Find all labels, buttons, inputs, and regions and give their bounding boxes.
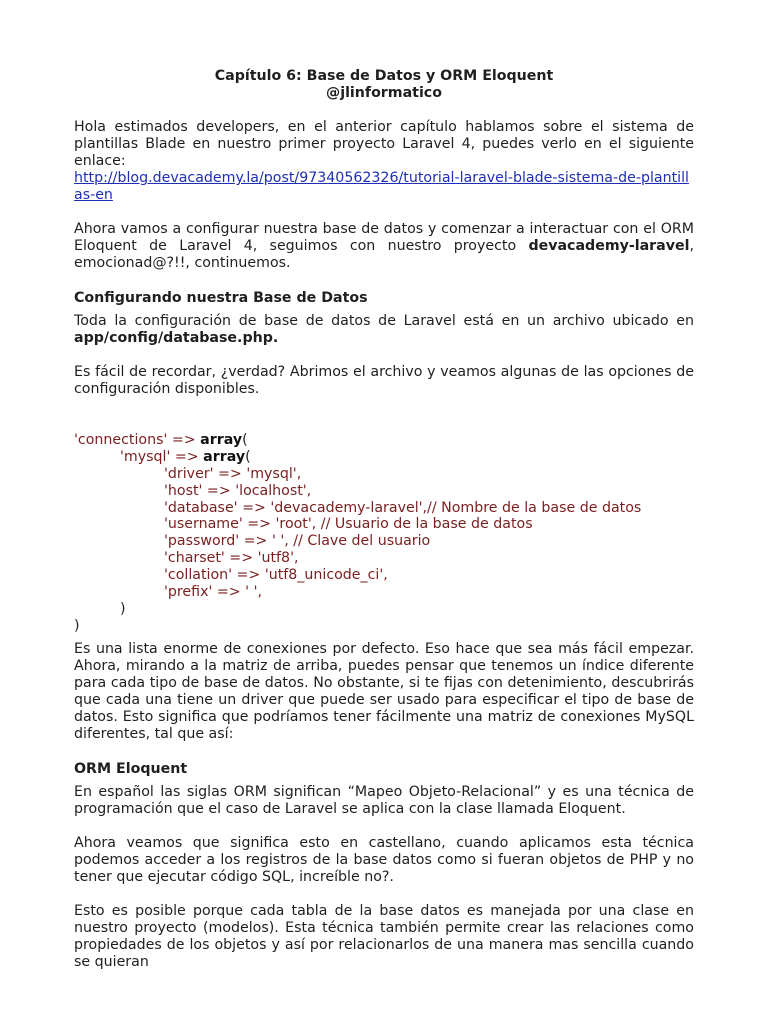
code-line-1 — [74, 432, 694, 449]
setup-text-after: , emocionad@?!!, continuemos. — [74, 238, 694, 271]
config-location-paragraph — [74, 313, 694, 347]
code-paren: ( — [245, 448, 251, 465]
blade-tutorial-link[interactable]: http://blog.devacademy.la/post/97340562326/tutorial-laravel-blade-sistema-de-plantillas-en — [74, 170, 689, 203]
code-string: 'connections' => — [74, 432, 201, 448]
code-line-7: 'password' => ' ', // Clave del usuario — [164, 533, 431, 550]
code-line-8: 'charset' => 'utf8', — [164, 550, 299, 567]
orm-meaning-paragraph: Ahora veamos que significa esto en castellano, cuando aplicamos esta técnica podemos acceder a los registros de la base datos como si fueran objetos de PHP y no tener que ejecutar código SQL, increíble no?. — [74, 834, 694, 885]
code-line-4: 'host' => 'localhost', — [164, 482, 312, 499]
orm-definition-paragraph: En español las siglas ORM significan “Mapeo Objeto-Relacional” y es una técnica de programación que el caso de Laravel se aplica con la clase llamada Eloquent. — [74, 783, 694, 817]
code-keyword: array — [203, 448, 246, 465]
title-line-chapter: Capítulo 6: Base de Datos y ORM Eloquent — [214, 68, 554, 84]
code-line-9: 'collation' => 'utf8_unicode_ci', — [164, 567, 388, 584]
code-line-6: 'username' => 'root', // Usuario de la base de datos — [164, 516, 533, 533]
setup-paragraph — [74, 221, 694, 272]
intro-paragraph — [74, 119, 694, 204]
code-line-10: 'prefix' => ' ', — [164, 584, 263, 601]
setup-text-before: Ahora vamos a configurar nuestra base de datos y comenzar a interactuar con el ORM Eloquent de Laravel 4, seguimos con nuestro proyecto — [74, 221, 694, 254]
code-line-12: ) — [74, 617, 80, 634]
code-string: 'mysql' => — [120, 448, 204, 465]
code-keyword: array — [200, 432, 243, 448]
open-file-paragraph: Es fácil de recordar, ¿verdad? Abrimos el archivo y veamos algunas de las opciones de configuración disponibles. — [74, 364, 694, 397]
title-line-author: @jlinformatico — [326, 85, 442, 101]
heading-database-config: Configurando nuestra Base de Datos — [74, 290, 368, 306]
heading-orm-eloquent: ORM Eloquent — [74, 760, 188, 777]
orm-models-paragraph: Esto es posible porque cada tabla de la base datos es manejada por una clase en nuestro proyecto (modelos). Esta técnica también permite crear las relaciones como propiedades de los objetos y así por relacionarlos de una manera mas sencilla cuando se quieran — [74, 902, 694, 970]
connections-paragraph: Es una lista enorme de conexiones por defecto. Eso hace que sea más fácil empezar. Ahora, mirando a la matriz de arriba, puedes pensar que tenemos un índice diferente para cada tipo de base de datos. No obstante, si te fijas con detenimiento, descubrirás que cada una tiene un driver que puede ser usado para especificar el tipo de base de datos. Esto significa que podríamos tener fácilmente una matriz de conexiones MySQL diferentes, tal que así: — [74, 640, 694, 742]
code-line-11: ) — [120, 600, 126, 617]
code-line-3: 'driver' => 'mysql', — [164, 465, 302, 482]
code-block — [74, 432, 694, 635]
config-file-path: app/config/database.php. — [74, 330, 279, 346]
intro-text: Hola estimados developers, en el anterior capítulo hablamos sobre el sistema de plantillas Blade en nuestro primer proyecto Laravel 4, puedes verlo en el siguiente enlace: — [74, 119, 694, 169]
code-line-5: 'database' => 'devacademy-laravel',// Nombre de la base de datos — [164, 499, 642, 516]
code-line-2 — [74, 449, 694, 466]
document-title — [74, 68, 694, 102]
code-paren: ( — [242, 432, 248, 448]
config-location-text: Toda la configuración de base de datos de Laravel está en un archivo ubicado en — [74, 313, 694, 329]
project-name: devacademy-laravel — [528, 238, 690, 254]
